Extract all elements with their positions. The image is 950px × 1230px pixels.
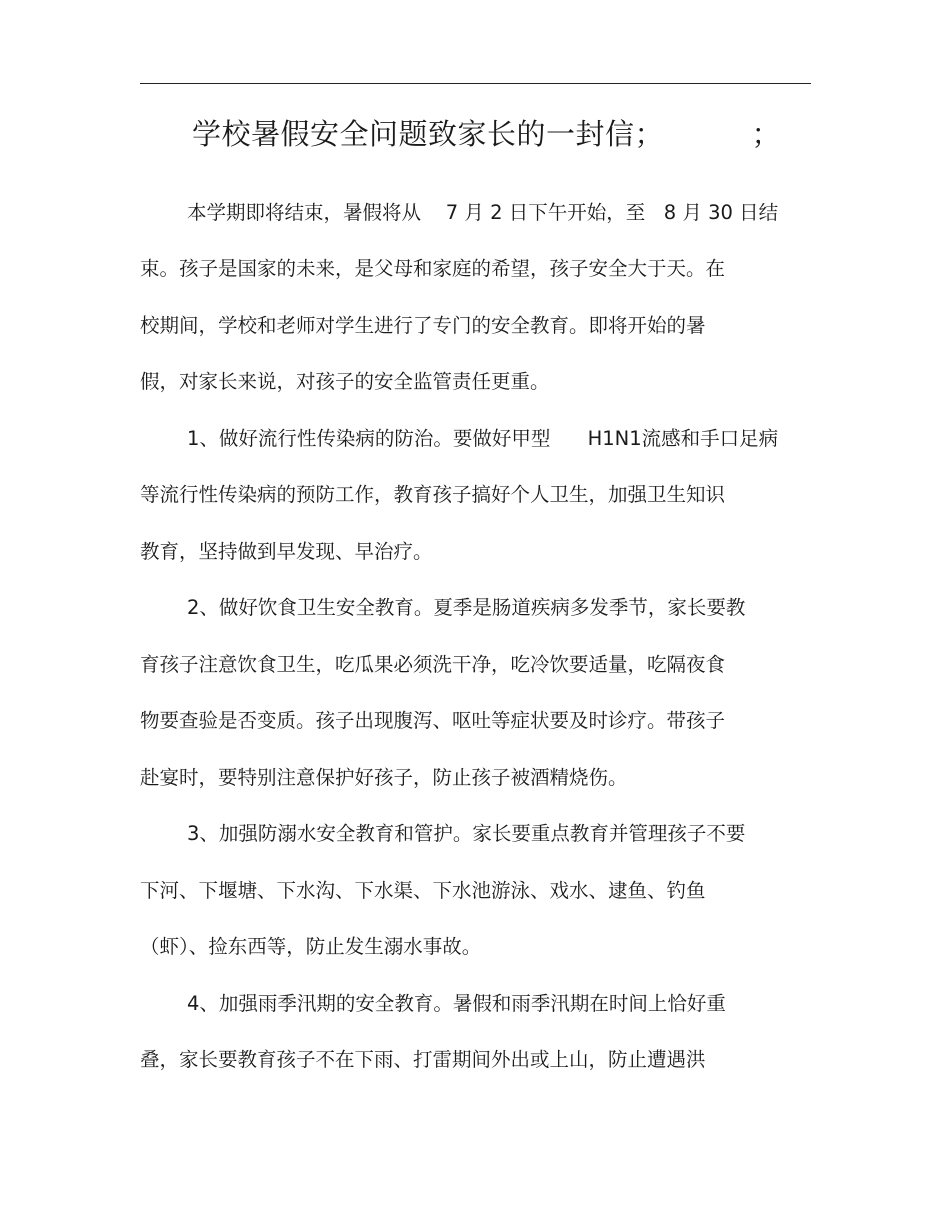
header-rule	[140, 83, 811, 84]
body-line: 等流行性传染病的预防工作，教育孩子搞好个人卫生，加强卫生知识	[140, 483, 726, 506]
body-line: 校期间，学校和老师对学生进行了专门的安全教育。即将开始的暑	[140, 314, 706, 337]
body-line: 1、做好流行性传染病的防治。要做好甲型 H1N1流感和手口足病	[187, 427, 779, 450]
body-line: 育孩子注意饮食卫生，吃瓜果必须洗干净，吃冷饮要适量，吃隔夜食	[140, 653, 726, 676]
body-line: （虾）、捡东西等，防止发生溺水事故。	[140, 935, 482, 958]
body-line: 假，对家长来说，对孩子的安全监管责任更重。	[140, 370, 550, 393]
body-line: 4、加强雨季汛期的安全教育。暑假和雨季汛期在时间上恰好重	[187, 992, 726, 1015]
body-line: 3、加强防溺水安全教育和管护。家长要重点教育并管理孩子不要	[187, 822, 746, 845]
body-line: 束。孩子是国家的未来，是父母和家庭的希望，孩子安全大于天。在	[140, 257, 726, 280]
body-line: 下河、下堰塘、下水沟、下水渠、下水池游泳、戏水、逮鱼、钓鱼	[140, 879, 706, 902]
body-line: 本学期即将结束，暑假将从 7 月 2 日下午开始，至 8 月 30 日结	[187, 201, 779, 224]
body-line: 教育，坚持做到早发现、早治疗。	[140, 540, 433, 563]
document-title: 学校暑假安全问题致家长的一封信； ；	[192, 117, 781, 151]
body-line: 物要查验是否变质。孩子出现腹泻、呕吐等症状要及时诊疗。带孩子	[140, 709, 726, 732]
body-line: 叠，家长要教育孩子不在下雨、打雷期间外出或上山，防止遭遇洪	[140, 1048, 706, 1071]
body-line: 赴宴时，要特别注意保护好孩子，防止孩子被酒精烧伤。	[140, 766, 628, 789]
body-line: 2、做好饮食卫生安全教育。夏季是肠道疾病多发季节，家长要教	[187, 596, 746, 619]
